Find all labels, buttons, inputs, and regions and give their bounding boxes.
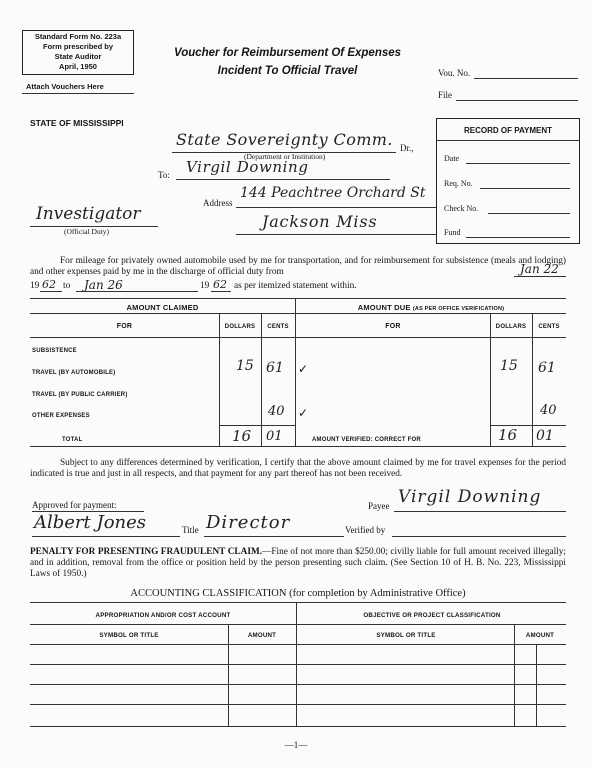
claimed-dollars-travel-auto: 15 bbox=[236, 358, 254, 374]
verified-by-label: Verified by bbox=[345, 525, 386, 535]
rop-date-label: Date bbox=[444, 154, 460, 163]
amount-due-title: AMOUNT DUE bbox=[357, 303, 411, 312]
total-cents: 01 bbox=[266, 429, 283, 444]
year-prefix: 19 bbox=[30, 281, 40, 291]
claimed-cents-travel-auto: 61 bbox=[266, 360, 284, 376]
accounting-subtitle: (for completion by Administrative Office) bbox=[289, 588, 466, 599]
record-of-payment-title: RECORD OF PAYMENT bbox=[463, 126, 552, 135]
due-dollars-travel-auto: 15 bbox=[500, 358, 518, 374]
agency-caption: (Department or Institution) bbox=[244, 152, 326, 161]
intro-from-date: Jan 22 bbox=[520, 262, 559, 276]
intro-to-date: Jan 26 bbox=[84, 278, 123, 292]
payee-label: Payee bbox=[368, 501, 390, 511]
amount-due-note: (AS PER OFFICE VERIFICATION) bbox=[412, 306, 505, 312]
rop-date-field[interactable] bbox=[466, 163, 570, 164]
file-label: File bbox=[438, 90, 453, 100]
intro-text-body: For mileage for privately owned automobile used by me for transportation, and for reimbursement for subsistence (meals and lodging) and other expenses paid by me in the discharge of official duty from bbox=[30, 256, 566, 277]
accounting-title: ACCOUNTING CLASSIFICATION bbox=[130, 588, 287, 599]
rop-check-label: Check No. bbox=[444, 204, 479, 213]
left-amount-label: AMOUNT bbox=[247, 632, 277, 639]
claimed-cents-other: 40 bbox=[268, 404, 285, 419]
col-cents-claimed: CENTS bbox=[267, 324, 289, 330]
approver-signature: Albert Jones bbox=[34, 512, 147, 533]
right-amount-label: AMOUNT bbox=[525, 632, 555, 639]
intro-suffix: as per itemized statement within. bbox=[234, 281, 357, 291]
amount-due-header bbox=[296, 303, 566, 312]
row-label-subsistence: SUBSISTENCE bbox=[32, 348, 77, 354]
address-label: Address bbox=[203, 198, 233, 208]
left-symbol-label: SYMBOL OR TITLE bbox=[99, 632, 159, 639]
right-symbol-label: SYMBOL OR TITLE bbox=[376, 632, 436, 639]
row-label-travel-auto: TRAVEL (BY AUTOMOBILE) bbox=[32, 370, 116, 376]
verified-dollars: 16 bbox=[498, 426, 518, 444]
approved-label: Approved for payment: bbox=[32, 500, 117, 510]
penalty-heading: PENALTY FOR PRESENTING FRAUDULENT CLAIM. bbox=[30, 547, 263, 557]
to-year-prefix: 19 bbox=[200, 281, 210, 291]
verified-label: AMOUNT VERIFIED: CORRECT FOR bbox=[312, 437, 421, 443]
rop-fund-label: Fund bbox=[444, 228, 461, 237]
vou-no-label: Vou. No. bbox=[438, 68, 471, 78]
form-title-line2: Incident To Official Travel bbox=[217, 65, 358, 77]
appropriation-header: APPROPRIATION AND/OR COST ACCOUNT bbox=[95, 612, 231, 619]
certification-text: Subject to any differences determined by verification, I certify that the above amount claimed by me for travel expenses for the period indicated is true and just in all respects, and that payment for any part thereof has not been received. bbox=[30, 458, 566, 479]
col-for-claimed: FOR bbox=[116, 323, 133, 330]
form-id-line: Standard Form No. 223a bbox=[34, 32, 122, 41]
due-check-other: ✓ bbox=[298, 406, 309, 420]
rop-req-field[interactable] bbox=[480, 188, 570, 189]
file-field[interactable] bbox=[456, 100, 578, 101]
accounting-row[interactable] bbox=[30, 684, 566, 685]
title-label: Title bbox=[182, 525, 199, 535]
dr-label: Dr., bbox=[400, 143, 414, 153]
col-cents-due: CENTS bbox=[538, 324, 560, 330]
due-check-travel-auto: ✓ bbox=[298, 362, 309, 376]
due-cents-travel-auto: 61 bbox=[538, 360, 556, 376]
row-label-other-expenses: OTHER EXPENSES bbox=[32, 413, 90, 419]
penalty-body: —Fine of not more than $250.00; civilly liable for full amount received illegally; and in addition, removal from the office or position held by the person presenting such claim. (See Section 10 of H. B. No. 223, Mississippi Laws of 1950.) bbox=[30, 547, 566, 579]
penalty-text bbox=[30, 547, 566, 580]
attach-note: Attach Vouchers Here bbox=[26, 82, 104, 91]
row-label-travel-public: TRAVEL (BY PUBLIC CARRIER) bbox=[32, 392, 128, 398]
payee-signature: Virgil Downing bbox=[398, 487, 542, 507]
to-label: To: bbox=[158, 170, 170, 180]
duty-caption: (Official Duty) bbox=[64, 227, 110, 236]
objective-header: OBJECTIVE OR PROJECT CLASSIFICATION bbox=[363, 612, 501, 619]
agency-name: State Sovereignty Comm. bbox=[176, 130, 393, 149]
from-year: 62 bbox=[42, 278, 56, 291]
accounting-heading bbox=[30, 588, 566, 599]
rop-fund-field[interactable] bbox=[466, 237, 570, 238]
form-id-line: April, 1950 bbox=[59, 62, 97, 71]
to-year: 62 bbox=[213, 278, 227, 291]
approver-title: Director bbox=[206, 512, 291, 533]
payee-name: Virgil Downing bbox=[186, 158, 309, 176]
accounting-row[interactable] bbox=[30, 704, 566, 705]
accounting-row[interactable] bbox=[30, 664, 566, 665]
col-dollars-claimed: DOLLARS bbox=[224, 324, 256, 330]
intro-text bbox=[30, 256, 566, 278]
accounting-row[interactable] bbox=[30, 726, 566, 727]
form-id-box bbox=[22, 30, 134, 75]
col-dollars-due: DOLLARS bbox=[495, 324, 527, 330]
address-line2: Jackson Miss bbox=[262, 212, 378, 231]
form-id-line: State Auditor bbox=[54, 52, 102, 61]
to-label-intro: to bbox=[63, 281, 71, 291]
due-cents-other: 40 bbox=[540, 403, 557, 418]
page-number: —1— bbox=[284, 740, 308, 750]
verified-cents: 01 bbox=[536, 428, 554, 444]
rop-req-label: Req. No. bbox=[444, 179, 473, 188]
amount-claimed-header: AMOUNT CLAIMED bbox=[126, 303, 199, 312]
vou-no-field[interactable] bbox=[474, 78, 578, 79]
form-title-line1: Voucher for Reimbursement Of Expenses bbox=[173, 47, 402, 59]
col-for-due: FOR bbox=[385, 323, 401, 330]
total-dollars: 16 bbox=[232, 427, 252, 445]
address-line1: 144 Peachtree Orchard St bbox=[240, 185, 426, 201]
official-duty: Investigator bbox=[36, 204, 141, 224]
rop-check-field[interactable] bbox=[488, 213, 570, 214]
total-label: TOTAL bbox=[62, 437, 83, 443]
form-title bbox=[150, 44, 425, 80]
form-id-line: Form prescribed by bbox=[42, 42, 114, 51]
state-label: STATE OF MISSISSIPPI bbox=[30, 118, 124, 128]
